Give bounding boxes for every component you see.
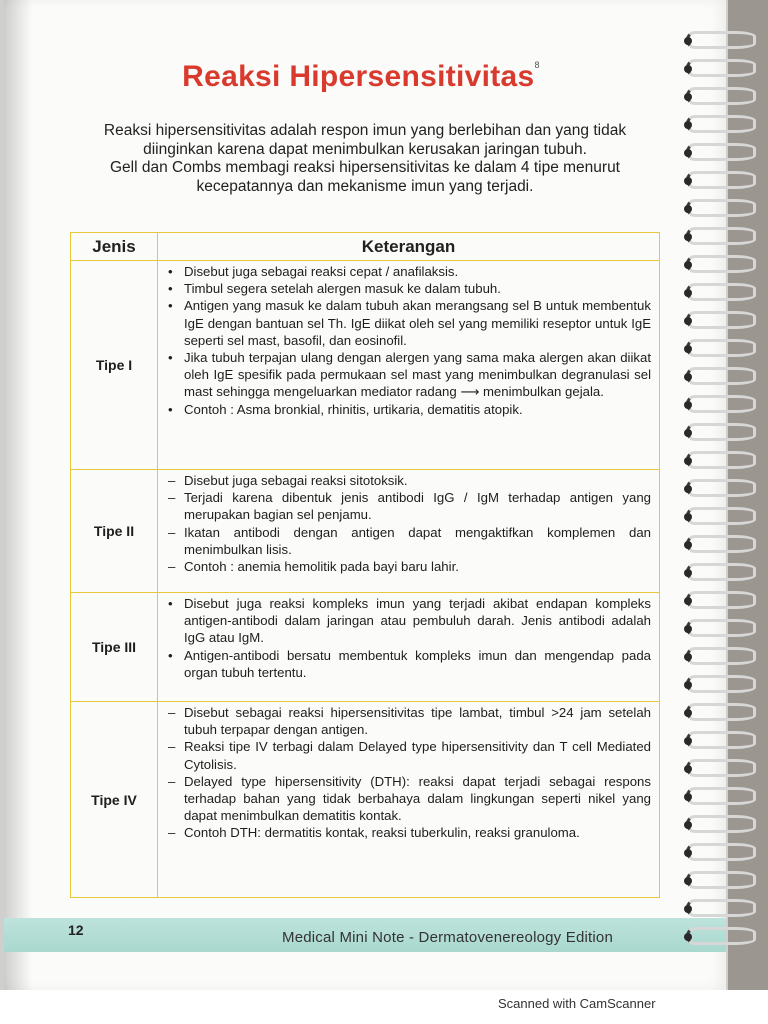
type-label: Tipe IV [71,702,158,898]
page-number: 12 [68,922,84,938]
spiral-coil [684,364,768,392]
scanner-watermark: Scanned with CamScanner [498,996,656,1011]
description-cell [158,702,660,898]
type-label: Tipe III [71,593,158,702]
spiral-coil [684,336,768,364]
book-title: Medical Mini Note - Dermatovenereology Edition [282,929,614,946]
type-label: Tipe I [71,261,158,470]
list-item: – Contoh : anemia hemolitik pada bayi baru lahir. [166,558,651,575]
page-title [0,60,722,94]
list-item: • Timbul segera setelah alergen masuk ke dalam tubuh. [166,280,651,297]
title-text: Reaksi Hipersensitivitas [182,60,535,93]
spiral-coil [684,140,768,168]
table-header-row [71,233,660,261]
table-row [71,261,660,470]
spiral-coil [684,672,768,700]
spiral-coil [684,700,768,728]
list-item: – Contoh DTH: dermatitis kontak, reaksi tuberkulin, reaksi granuloma. [166,824,651,841]
list-item: • Antigen yang masuk ke dalam tubuh akan merangsang sel B untuk membentuk IgE dengan bantuan sel Th. IgE diikat oleh sel yang memiliki reseptor untuk IgE seperti sel mast, basofil, dan eosinofil. [166,297,651,349]
spiral-coil [684,644,768,672]
spiral-coil [684,112,768,140]
intro-text [70,122,660,196]
spiral-coil [684,840,768,868]
description-cell [158,261,660,470]
spiral-coil [684,476,768,504]
list-item: – Ikatan antibodi dengan antigen dapat mengaktifkan komplemen dan menimbulkan lisis. [166,524,651,558]
type-label: Tipe II [71,470,158,593]
title-reference: 8 [534,60,540,70]
intro-paragraph-1: Reaksi hipersensitivitas adalah respon imun yang berlebihan dan yang tidak diinginkan karena dapat menimbulkan kerusakan jaringan tubuh. [103,122,627,158]
list-item: • Antigen-antibodi bersatu membentuk kompleks imun dan mengendap pada organ tubuh tertentu. [166,647,651,681]
spiral-coil [684,392,768,420]
column-header-jenis: Jenis [71,233,158,261]
spiral-coil [684,280,768,308]
spiral-coil [684,420,768,448]
description-cell [158,593,660,702]
hypersensitivity-table [70,232,660,898]
list-item: – Terjadi karena dibentuk jenis antibodi IgG / IgM terhadap antigen yang merupakan bagian sel penjamu. [166,489,651,523]
list-item: • Jika tubuh terpajan ulang dengan alergen yang sama maka alergen akan diikat oleh IgE spesifik pada permukaan sel mast yang menimbulkan degranulasi sel mast sehingga mengeluarkan mediator radang ⟶ menimbulkan gejala. [166,349,651,401]
spiral-coil [684,308,768,336]
table-row [71,702,660,898]
list-item: – Delayed type hipersensitivity (DTH): reaksi dapat terjadi sebagai respons terhadap bahan yang tidak berbahaya dalam lingkungan seperti nikel yang dapat menimbulkan dematitis kontak. [166,773,651,825]
spiral-binding [684,28,768,958]
list-item: • Contoh : Asma bronkial, rhinitis, urtikaria, dematitis atopik. [166,401,651,418]
spiral-coil [684,616,768,644]
list-item: – Disebut sebagai reaksi hipersensitivitas tipe lambat, timbul >24 jam setelah tubuh terpapar dengan antigen. [166,704,651,738]
spiral-coil [684,504,768,532]
list-item: • Disebut juga sebagai reaksi cepat / anafilaksis. [166,263,651,280]
spiral-coil [684,252,768,280]
list-item: – Disebut juga sebagai reaksi sitotoksik. [166,472,651,489]
spiral-coil [684,728,768,756]
description-cell [158,470,660,593]
spiral-coil [684,560,768,588]
spiral-coil [684,532,768,560]
list-item: – Reaksi tipe IV terbagi dalam Delayed type hipersensitivity dan T cell Mediated Cytolisis. [166,738,651,772]
spiral-coil [684,924,768,952]
spiral-coil [684,448,768,476]
spiral-coil [684,224,768,252]
spiral-coil [684,588,768,616]
spiral-coil [684,784,768,812]
spiral-coil [684,84,768,112]
spiral-coil [684,756,768,784]
spiral-coil [684,196,768,224]
spiral-coil [684,168,768,196]
column-header-keterangan: Keterangan [158,233,660,261]
spiral-coil [684,896,768,924]
spiral-coil [684,868,768,896]
intro-paragraph-2: Gell dan Combs membagi reaksi hipersensitivitas ke dalam 4 tipe menurut kecepatannya dan mekanisme imun yang terjadi. [109,159,620,195]
spiral-coil [684,56,768,84]
table-row [71,593,660,702]
list-item: • Disebut juga reaksi kompleks imun yang terjadi akibat endapan kompleks antigen-antibodi dalam jaringan atau pembuluh darah. Jenis antibodi adalah IgG atau IgM. [166,595,651,647]
table-row [71,470,660,593]
spiral-coil [684,28,768,56]
spiral-coil [684,812,768,840]
